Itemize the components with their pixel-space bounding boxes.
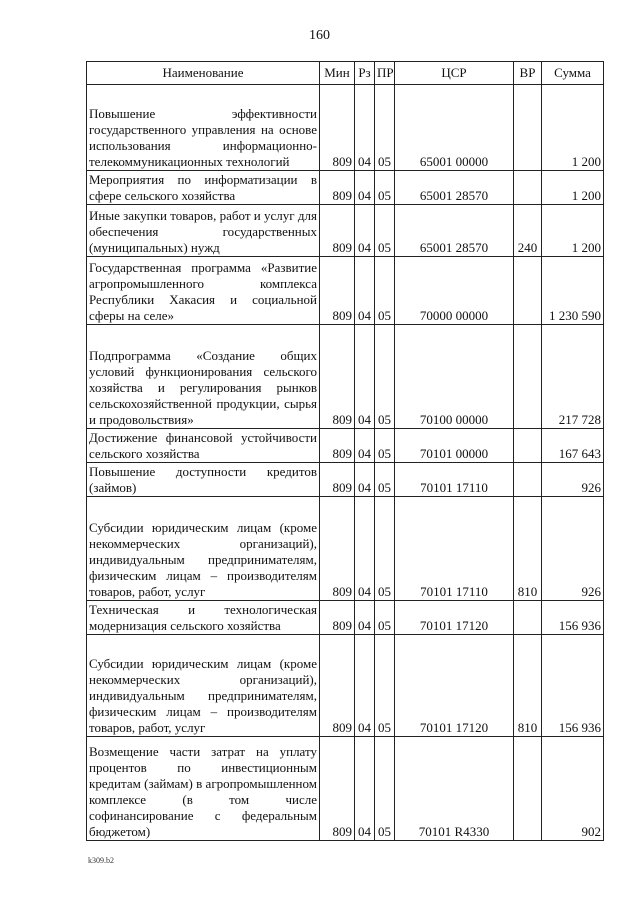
row-sum: 156 936 xyxy=(542,601,604,635)
document-code: k309.b2 xyxy=(88,856,114,865)
row-sum: 167 643 xyxy=(542,429,604,463)
row-csr: 65001 28570 xyxy=(395,205,514,257)
row-sum: 217 728 xyxy=(542,325,604,429)
row-pr: 05 xyxy=(375,737,395,841)
row-name: Иные закупки товаров, работ и услуг для обеспечения государственных (муниципальных) нужд xyxy=(87,205,320,257)
row-vr xyxy=(514,85,542,171)
row-rz: 04 xyxy=(355,257,375,325)
row-name: Достижение финансовой устойчивости сельского хозяйства xyxy=(87,429,320,463)
page-number: 160 xyxy=(309,28,330,43)
header-sum: Сумма xyxy=(542,62,604,85)
table-row xyxy=(87,205,604,257)
row-name: Субсидии юридическим лицам (кроме некоммерческих организаций), индивидуальным предпринимателям, физическим лицам – производителям товаров, работ, услуг xyxy=(87,497,320,601)
row-rz: 04 xyxy=(355,325,375,429)
row-vr xyxy=(514,325,542,429)
row-vr xyxy=(514,601,542,635)
row-min: 809 xyxy=(320,171,355,205)
header-rz: Рз xyxy=(355,62,375,85)
row-name: Субсидии юридическим лицам (кроме некоммерческих организаций), индивидуальным предпринимателям, физическим лицам – производителям товаров, работ, услуг xyxy=(87,635,320,737)
table-header-row xyxy=(87,62,604,85)
row-min: 809 xyxy=(320,463,355,497)
row-vr xyxy=(514,429,542,463)
row-pr: 05 xyxy=(375,635,395,737)
table-row xyxy=(87,463,604,497)
table-row xyxy=(87,635,604,737)
row-sum: 156 936 xyxy=(542,635,604,737)
row-vr: 810 xyxy=(514,497,542,601)
row-vr: 810 xyxy=(514,635,542,737)
row-name: Подпрограмма «Создание общих условий функционирования сельского хозяйства и регулирования рынков сельскохозяйственной продукции, сырья и продовольствия» xyxy=(87,325,320,429)
row-sum: 902 xyxy=(542,737,604,841)
table-row xyxy=(87,325,604,429)
row-pr: 05 xyxy=(375,429,395,463)
row-pr: 05 xyxy=(375,171,395,205)
row-min: 809 xyxy=(320,737,355,841)
row-sum: 1 200 xyxy=(542,205,604,257)
row-rz: 04 xyxy=(355,463,375,497)
row-min: 809 xyxy=(320,205,355,257)
row-pr: 05 xyxy=(375,463,395,497)
row-rz: 04 xyxy=(355,205,375,257)
table-row xyxy=(87,601,604,635)
row-rz: 04 xyxy=(355,635,375,737)
row-rz: 04 xyxy=(355,429,375,463)
row-rz: 04 xyxy=(355,601,375,635)
row-pr: 05 xyxy=(375,601,395,635)
row-csr: 70101 00000 xyxy=(395,429,514,463)
row-min: 809 xyxy=(320,429,355,463)
row-vr: 240 xyxy=(514,205,542,257)
row-csr: 65001 28570 xyxy=(395,171,514,205)
row-rz: 04 xyxy=(355,497,375,601)
row-vr xyxy=(514,257,542,325)
row-sum: 1 230 590 xyxy=(542,257,604,325)
row-min: 809 xyxy=(320,257,355,325)
row-name: Повышение доступности кредитов (займов) xyxy=(87,463,320,497)
row-csr: 70101 R4330 xyxy=(395,737,514,841)
row-sum: 926 xyxy=(542,463,604,497)
table-row xyxy=(87,737,604,841)
row-csr: 70101 17120 xyxy=(395,635,514,737)
row-sum: 1 200 xyxy=(542,85,604,171)
budget-table xyxy=(86,61,604,841)
table-row xyxy=(87,497,604,601)
row-name: Мероприятия по информатизации в сфере сельского хозяйства xyxy=(87,171,320,205)
header-pr: ПР xyxy=(375,62,395,85)
row-vr xyxy=(514,737,542,841)
row-pr: 05 xyxy=(375,325,395,429)
row-vr xyxy=(514,463,542,497)
row-csr: 70101 17120 xyxy=(395,601,514,635)
row-min: 809 xyxy=(320,497,355,601)
row-pr: 05 xyxy=(375,85,395,171)
row-sum: 926 xyxy=(542,497,604,601)
row-pr: 05 xyxy=(375,257,395,325)
row-csr: 70101 17110 xyxy=(395,463,514,497)
row-min: 809 xyxy=(320,85,355,171)
row-csr: 65001 00000 xyxy=(395,85,514,171)
row-name: Повышение эффективности государственного управления на основе использования информационно-телекоммуникационных технологий xyxy=(87,85,320,171)
row-name: Возмещение части затрат на уплату процентов по инвестиционным кредитам (займам) в агропромышленном комплексе (в том числе софинансирование с федеральным бюджетом) xyxy=(87,737,320,841)
row-min: 809 xyxy=(320,325,355,429)
row-name: Государственная программа «Развитие агропромышленного комплекса Республики Хакасия и социальной сферы на селе» xyxy=(87,257,320,325)
table-row xyxy=(87,429,604,463)
row-rz: 04 xyxy=(355,85,375,171)
row-name: Техническая и технологическая модернизация сельского хозяйства xyxy=(87,601,320,635)
table-row xyxy=(87,171,604,205)
table-row xyxy=(87,85,604,171)
row-vr xyxy=(514,171,542,205)
header-min: Мин xyxy=(320,62,355,85)
row-pr: 05 xyxy=(375,205,395,257)
row-rz: 04 xyxy=(355,171,375,205)
header-csr: ЦСР xyxy=(395,62,514,85)
row-min: 809 xyxy=(320,635,355,737)
header-name: Наименование xyxy=(87,62,320,85)
row-csr: 70000 00000 xyxy=(395,257,514,325)
row-sum: 1 200 xyxy=(542,171,604,205)
row-pr: 05 xyxy=(375,497,395,601)
header-vr: ВР xyxy=(514,62,542,85)
row-rz: 04 xyxy=(355,737,375,841)
table-row xyxy=(87,257,604,325)
row-csr: 70101 17110 xyxy=(395,497,514,601)
row-min: 809 xyxy=(320,601,355,635)
row-csr: 70100 00000 xyxy=(395,325,514,429)
